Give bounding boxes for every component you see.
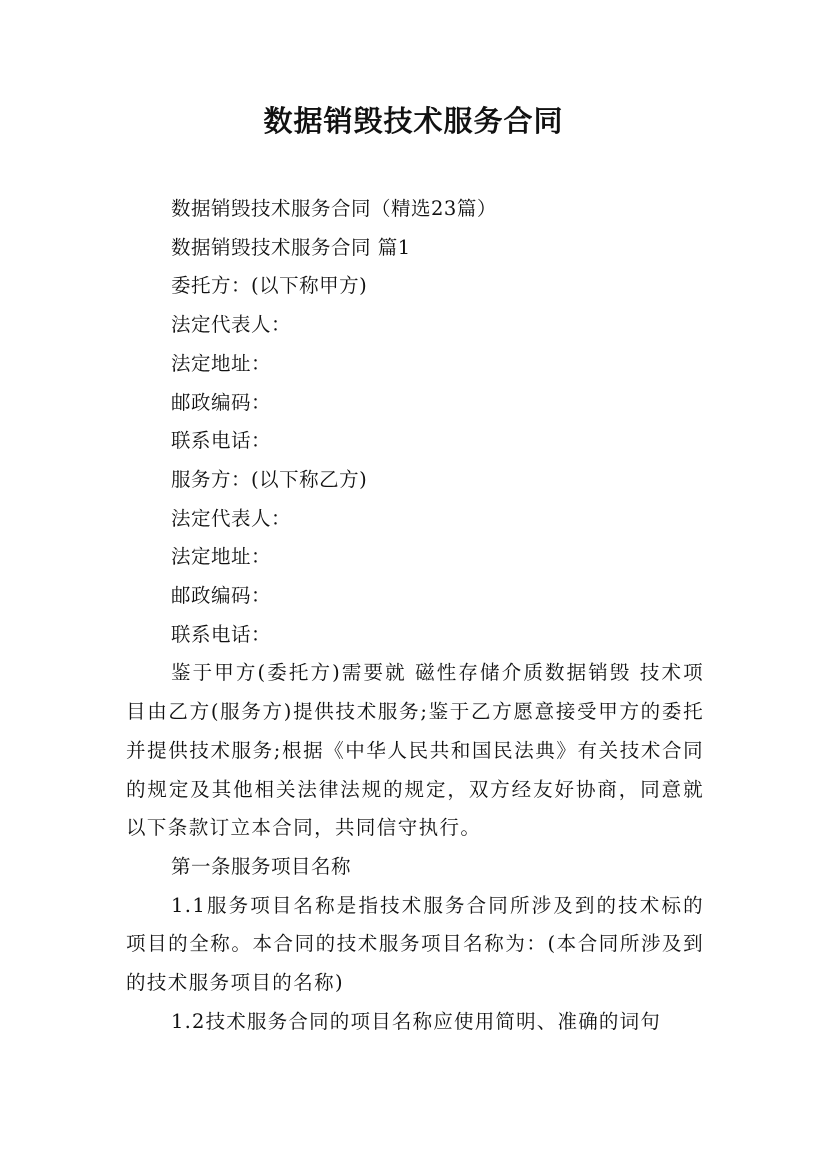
provider-address-line: 法定地址： [171, 545, 272, 569]
client-legal-rep-line: 法定代表人： [171, 313, 292, 337]
client-phone-line: 联系电话： [171, 429, 272, 453]
section-heading: 数据销毁技术服务合同 篇1 [171, 235, 411, 259]
document-body [126, 190, 704, 1041]
provider-line: 服务方：(以下称乙方) [171, 467, 368, 491]
client-address-line: 法定地址： [171, 351, 272, 375]
client-line: 委托方：(以下称甲方) [171, 274, 368, 298]
subtitle-line: 数据销毁技术服务合同（精选23篇） [171, 197, 497, 220]
article-1-heading: 第一条服务项目名称 [171, 854, 352, 878]
recital-paragraph: 鉴于甲方(委托方)需要就 磁性存储介质数据销毁 技术项目由乙方(服务方)提供技术服务;鉴于乙方愿意接受甲方的委托并提供技术服务;根据《中华人民共和国民法典》有关技术合同的规定及其他相关法律法规的规定，双方经友好协商，同意就以下条款订立本合同，共同信守执行。 [126, 661, 704, 840]
provider-postcode-line: 邮政编码： [171, 584, 272, 608]
client-postcode-line: 邮政编码： [171, 390, 272, 414]
provider-legal-rep-line: 法定代表人： [171, 506, 292, 530]
clause-1-2-paragraph: 1.2技术服务合同的项目名称应使用简明、准确的词句 [171, 1009, 662, 1033]
clause-1-1-paragraph: 1.1服务项目名称是指技术服务合同所涉及到的技术标的项目的全称。本合同的技术服务项目名称为：(本合同所涉及到的技术服务项目的名称) [126, 893, 704, 995]
provider-phone-line: 联系电话： [171, 622, 272, 646]
document-title: 数据销毁技术服务合同 [263, 104, 564, 138]
